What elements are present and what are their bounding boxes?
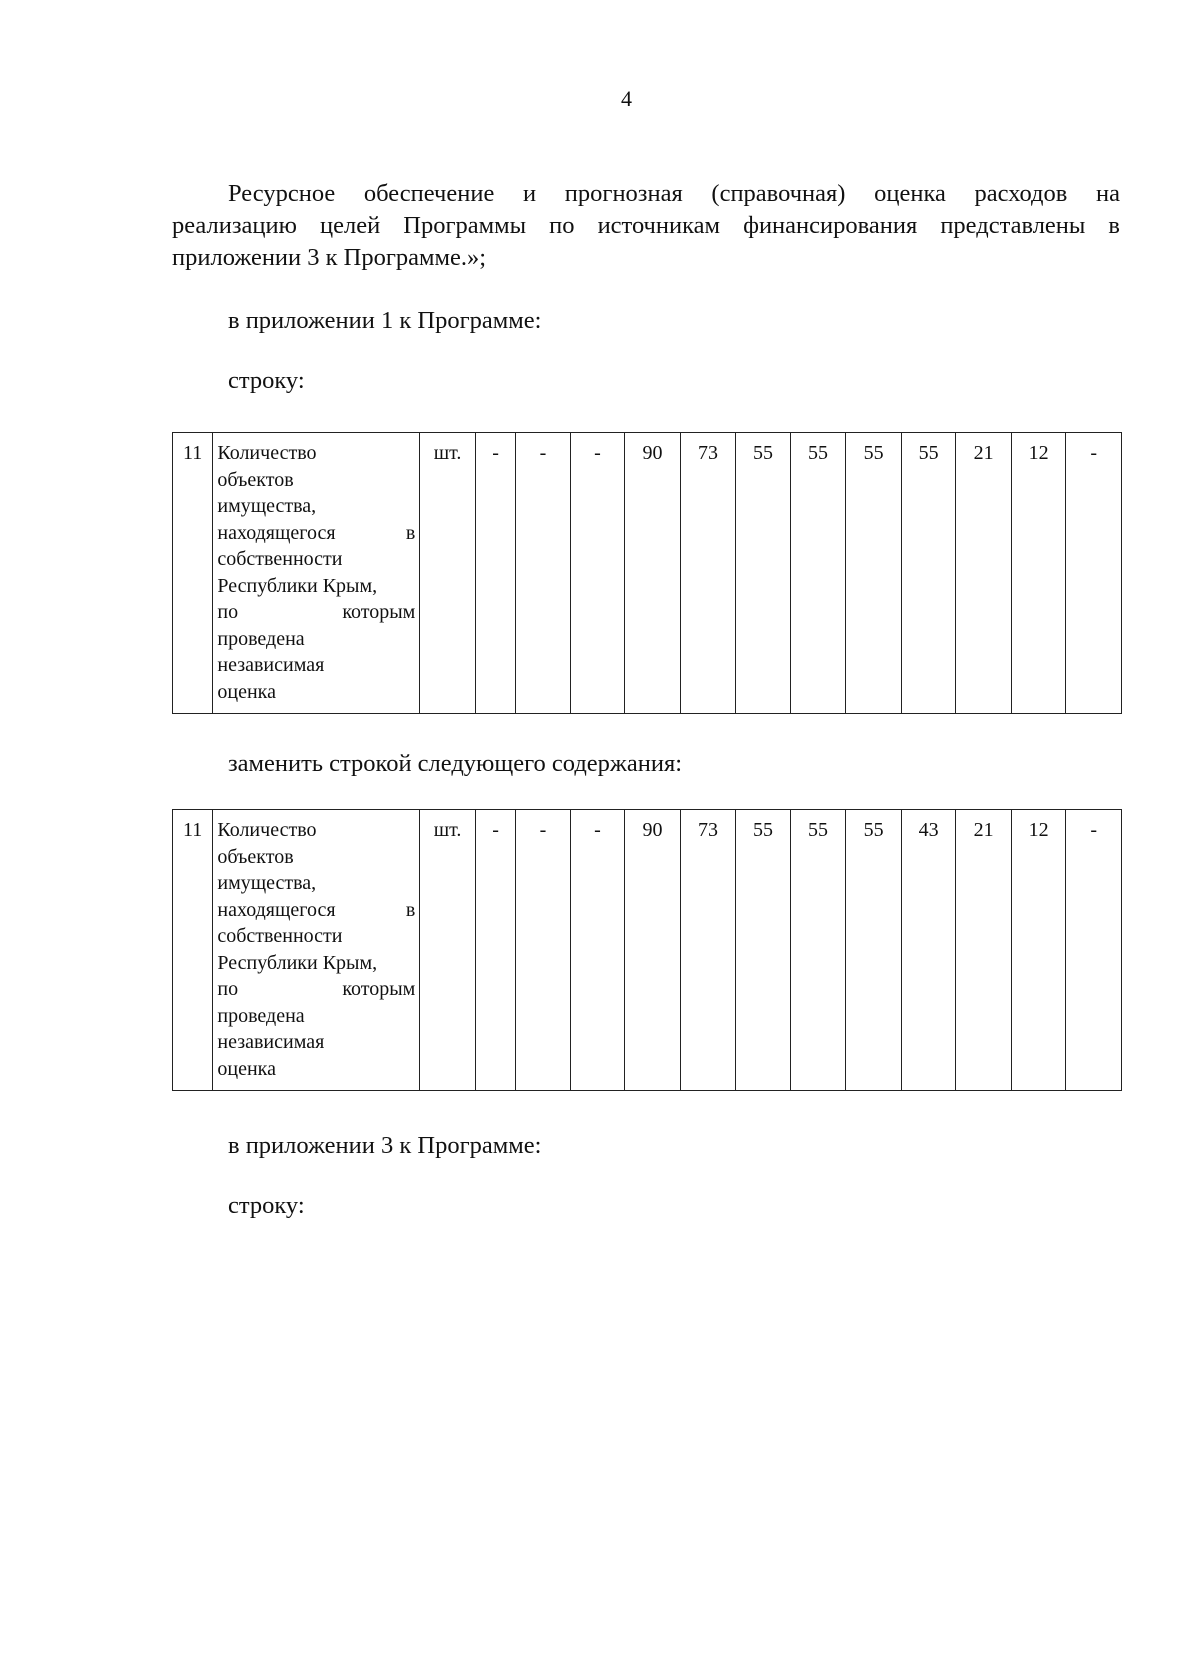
- intro-line-1: Ресурсное обеспечение и прогнозная (справочная) оценка расходов на: [228, 180, 1120, 207]
- appendix1-heading: в приложении 1 к Программе:: [228, 307, 542, 334]
- desc-line: Республики Крым,: [217, 574, 378, 597]
- value-cell: -: [1066, 810, 1122, 1091]
- row-description: [213, 810, 420, 1091]
- value-cell: 43: [901, 810, 956, 1091]
- intro-line-3: приложении 3 к Программе.»;: [172, 244, 487, 271]
- value-cell: 12: [1011, 433, 1066, 714]
- desc-line: по которым: [217, 978, 416, 1000]
- row-number: 11: [173, 433, 213, 714]
- desc-line: собственности: [217, 925, 343, 947]
- value-cell: 55: [846, 810, 902, 1091]
- value-cell: 55: [846, 433, 902, 714]
- desc-line: оценка: [217, 1057, 276, 1080]
- value-cell: -: [1066, 433, 1122, 714]
- desc-line: Республики Крым,: [217, 951, 378, 974]
- desc-line: независимая: [217, 1031, 325, 1053]
- table-row: [173, 433, 1122, 714]
- desc-line: объектов: [217, 845, 294, 868]
- new-row-table: [172, 809, 1122, 1091]
- desc-line: находящегося в: [217, 521, 416, 544]
- desc-line: собственности: [217, 548, 343, 570]
- value-cell: -: [570, 810, 625, 1091]
- row-unit: шт.: [420, 433, 476, 714]
- old-row-table: [172, 432, 1122, 714]
- value-cell: -: [570, 433, 625, 714]
- desc-line: Количество: [217, 819, 317, 841]
- value-cell: 55: [790, 810, 846, 1091]
- desc-line: объектов: [217, 468, 294, 491]
- value-cell: 21: [956, 810, 1012, 1091]
- desc-line: проведена: [217, 627, 305, 650]
- desc-line: имущества,: [217, 872, 317, 894]
- appendix3-heading: в приложении 3 к Программе:: [228, 1132, 542, 1159]
- intro-paragraph: [172, 178, 1120, 274]
- desc-line: Количество: [217, 442, 317, 464]
- value-cell: 90: [625, 433, 681, 714]
- value-cell: 55: [736, 433, 791, 714]
- desc-line: оценка: [217, 680, 276, 703]
- desc-line: независимая: [217, 654, 325, 676]
- value-cell: 21: [956, 433, 1012, 714]
- value-cell: 12: [1011, 810, 1066, 1091]
- value-cell: 90: [625, 810, 681, 1091]
- row-label-1: строку:: [228, 367, 305, 394]
- desc-line: проведена: [217, 1004, 305, 1027]
- value-cell: 55: [901, 433, 956, 714]
- value-cell: 55: [790, 433, 846, 714]
- intro-line-2: реализацию целей Программы по источникам финансирования представлены в: [172, 212, 1120, 239]
- desc-line: по которым: [217, 601, 416, 623]
- page-number: 4: [621, 86, 632, 111]
- value-cell: 55: [736, 810, 791, 1091]
- value-cell: -: [516, 433, 571, 714]
- row-number: 11: [173, 810, 213, 1091]
- desc-line: имущества,: [217, 495, 317, 517]
- replace-instruction: заменить строкой следующего содержания:: [228, 750, 683, 777]
- value-cell: 73: [680, 433, 736, 714]
- desc-line: находящегося в: [217, 898, 416, 921]
- row-unit: шт.: [420, 810, 476, 1091]
- row-description: [213, 433, 420, 714]
- value-cell: -: [475, 810, 515, 1091]
- value-cell: 73: [680, 810, 736, 1091]
- table-row: [173, 810, 1122, 1091]
- row-label-2: строку:: [228, 1192, 305, 1219]
- value-cell: -: [516, 810, 571, 1091]
- value-cell: -: [475, 433, 515, 714]
